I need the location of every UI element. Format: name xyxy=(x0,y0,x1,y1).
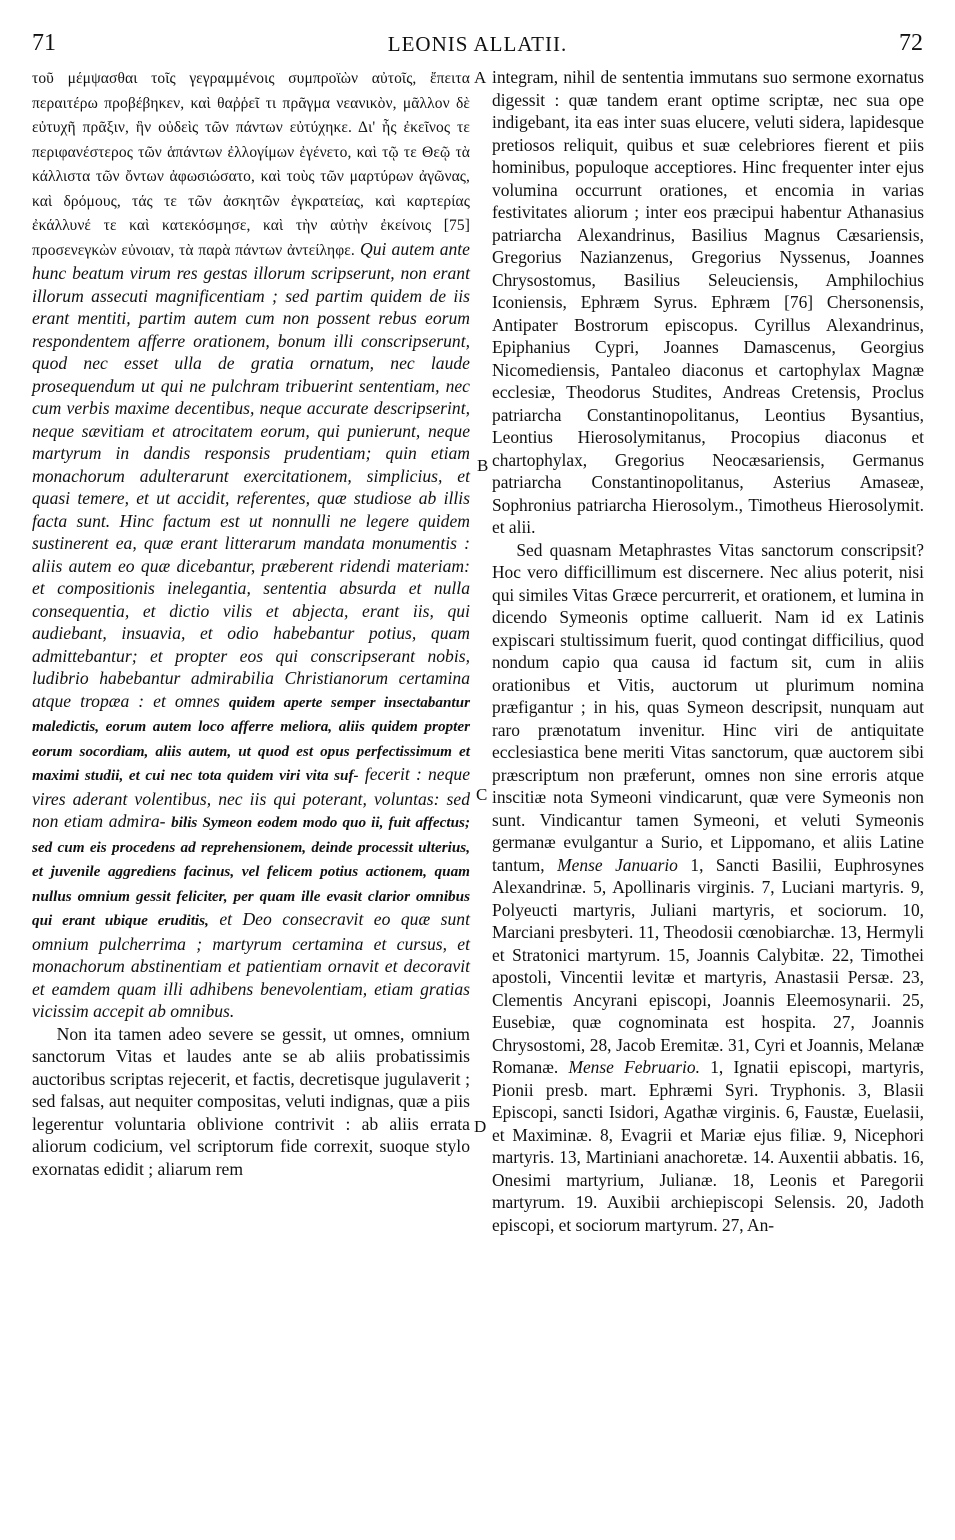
latin-translation-bold: quidem aperte semper insectabantur maledictis, eorum autem loco afferre meliora, aliis quidem propter eorum socordiam, aliis autem, ut quod est opus perfectissimum et maximi studii, et cui nec tota quidem viri vita suf- xyxy=(32,693,471,784)
right-column-paragraph-2-text: Sed quasnam Metaphrastes Vitas sanctorum conscripsit? Hoc vero difficillimum est discernere. Nec alius poterit, nisi qui similes Vitas Græce percurrerit, et orationem, et lumina in dicendo Symeonis optime calluerit. Nam id ex Latinis expiscari stultissimum fuerit, quod contingat difficilius, quod nondum capio qua causa id factum sit, cum in aliis orationibus et Vitis, auctorum ut plurimum nomina præfigantur ; in his, quas Symeon descripsit, nunquam aut raro prænotatum invenitur. Hinc viri de antiquitate ecclesiastica bene meriti Vitas sanctorum, quæ auctorem sibi præscriptum non præferunt, omnes non sine erroris atque inscitiæ nota Symeoni vindicarunt, quæ vere Symeonis non sunt. Vindicantur tamen Symeoni, et veluti Symeonis germanæ evulgantur a Surio, et Lippomano, et aliis Latine tantum, xyxy=(492,539,924,875)
mense-februario-heading: Mense Februario. xyxy=(568,1057,700,1077)
margin-marker-a: A xyxy=(474,68,487,87)
right-column-paragraph-2 xyxy=(492,539,924,1237)
left-column-paragraph: Non ita tamen adeo severe se gessit, ut omnes, omnium sanctorum Vitas et laudes ante se ab aliis probatissimis auctoribus scriptas rejecerit, et factis, decretisque jugulaverit ; sed falsas, aut nequiter compositas, veluti indignas, quæ a piis legerentur voluntaria oblivione contrivit : ab aliis errata aliorum codicium, vel scriptorum fide correxit, suoque stylo exornatas edidit ; aliarum rem xyxy=(32,1023,470,1179)
margin-marker-d: D xyxy=(474,1117,487,1136)
right-column xyxy=(492,66,924,1236)
greek-text: τοῦ μέμψασθαι τοῖς γεγραμμένοις συμπροϊὼν αὐτοῖς, ἔπειτα περαιτέρω προβέβηκεν, καὶ θαῤῥεῖ τι πρᾶγμα νεανικὸν, μᾶλλον δὲ εὐτυχῆ πρᾶξιν, ἣν οὐδεὶς τῶν πάντων εὐτύχηκε. Δι' ἧς ἐκεῖνος τε περιφανέστερος τῶν ἁπάντων ἐλλογίμων ἐγένετο, καὶ τῷ τε Θεῷ τὰ κάλλιστα τῶν ὄντων ἀφωσιώσατο, καὶ τοὺς τῶν μαρτύρων ἀγῶνας, καὶ δρόμους, τάς τε τῶν ἀσκητῶν ἐγκρατείας, καὶ καρτερίας ἐκάλλυνέ τε καὶ κατεκόσμησε, καὶ τὴν αὐτὴν ἐκείνοις [75] προσενεγκὼν εὐνοιαν, τὰ παρὰ πάντων ἀντείληφε. xyxy=(32,70,470,259)
margin-marker-b: B xyxy=(477,456,489,475)
page-number-right: 72 xyxy=(899,30,923,56)
running-title: LEONIS ALLATII. xyxy=(387,32,568,56)
page-number-left: 71 xyxy=(32,30,56,56)
latin-translation-3: et Deo consecravit eo quæ sunt omnium pulcherrima ; martyrum certamina et cursus, et monachorum abstinentiam et patientiam ornavit et decoravit et eamdem quam illi adhibens benevolentiam, etiam gratias vicissim accepit ab omnibus. xyxy=(32,909,470,1021)
february-list: 1, Ignatii episcopi, martyris, Pionii presb. mart. Ephræmi Syri. Tryphonis. 3, Blasii Episcopi, sancti Isidori, Agathæ virginis. 6, Faustæ, Euelasii, et Maximinæ. 8, Evagrii et Mariæ ejus filiæ. 9, Nicephori martyris. 13, Martiniani anachoretæ. 14. Auxentii abbatis. 16, Onesimi martyrium, Julianæ. 18, Leonis et Paregorii martyrum. 19. Auxibii archiepiscopi Selensis. 20, Jadoth episcopi, et sociorum martyrum. 27, An- xyxy=(492,1057,925,1235)
right-column-paragraph-1: integram, nihil de sententia immutans suo sermone exornatus digessit : quæ tandem erant optime scriptæ, nec sua ope indigebant, ita eas inter suas elucere, veluti sidera, lapidesque pretiosos reliquit, quibus et suæ celebriores fierent et piis hominibus, populoque acceptiores. Hinc frequenter inter ejus volumina occurrunt orationes, et encomia in varias festivitates aliorum ; inter eos præcipui habentur Athanasius patriarcha Alexandrinus, Basilius Magnus Cæsariensis, Gregorius Nazianzenus, Gregorius Nyssenus, Joannes Chrysostomus, Basilius Seleuciensis, Amphilochius Iconiensis, Ephræm Syrus. Ephræm [76] Chersonensis, Antipater Bostrorum episcopus. Cyrillus Alexandrinus, Epiphanius Cypri, Joannes Damascenus, Georgius Nicomediensis, Pantaleo diaconus et cartophylax Magnæ ecclesiæ, Theodorus Studites, Andreas Cretensis, Proclus patriarcha Constantinopolitanus, Leontius Bysantius, Leontius Hierosolymitanus, Procopius diaconus et chartophylax, Gregorius Neocæsariensis, Germanus patriarcha Constantinopolitanus, Asterius Amaseæ, Sophronius patriarcha Hierosolym., Timotheus Hierosolymit. et alii. xyxy=(492,67,924,537)
left-column xyxy=(32,66,470,1180)
margin-marker-c: C xyxy=(476,785,488,804)
latin-translation: Qui autem ante hunc beatum virum res gestas illorum scripserunt, non erant illorum assecuti magnificentiam ; sed partim quidem de iis erant mentiti, partim autem cum non possent rebus eorum respondentem afferre orationem, bonum illi conscripserunt, quod nec esset ulla de gratia ornatum, nec laude prosequendum ut qui ne pulchram tribuerint sententiam, nec cum verbis maxime decentibus, neque accurate descripserint, neque sævitiam et atrocitatem eorum, qui punierunt, neque martyrum in dandis responsis prudentiam; quin etiam monachorum adulterarunt exercitationem, simplicius, et quasi temere, et ut accidit, referentes, quæ studiose ab illis facta sunt. Hinc factum est ut nonnulli ne legere quidem sustinerent ea, quæ erant litterarum mandata monumentis : aliis autem eo quæ dicebantur, præberent ridendi materiam: et compositionis inelegantia, sententia absurda et nulla consequentia, et dictio vilis et abjecta, erant iis, qui audiebant, insuavia, et odio habebantur potius, quam admittebantur; et propter eos qui conscripserant nobis, ludibrio habebantur admirabilia Christianorum certamina atque tropæa : et omnes xyxy=(32,238,470,711)
latin-translation-bold-2: bilis Symeon eodem modo quo ii, fuit affectus; sed cum eis procedens ad reprehensionem, deinde processit ulterius, et juvenile aggrediens facinus, vel felicem potius actionem, quam nullus omnium gessit feliciter, per quam ille evasit clarior omnibus qui erant ubique eruditis, xyxy=(32,814,470,929)
left-column-text xyxy=(32,66,470,1023)
latin-translation-2: fecerit : neque vires aderant volentibus, nec iis qui poterant, voluntas: sed non etiam admira- xyxy=(32,764,471,831)
running-header xyxy=(32,26,923,60)
mense-januario-heading: Mense Januario xyxy=(557,854,678,875)
january-list: 1, Sancti Basilii, Euphrosynes Alexandrinæ. 5, Apollinaris virginis. 7, Luciani martyris. 9, Polyeucti martyris, Juliani martyris, et sociorum. 10, Marciani presbyteri. 11, Theodosii cœnobiarchæ. 13, Hermyli et Stratonici martyrum. 15, Joannis Calybitæ. 22, Timothei apostoli, Vincentii levitæ et martyris, Anastasii Persæ. 23, Clementis Ancyrani episcopi, Joannis Eleemosynarii. 25, Eusebiæ, quæ cognominata est hospita. 27, Joannis Chrysostomi, 28, Jacob Eremitæ. 31, Cyri et Joannis, Melanæ Romanæ. xyxy=(492,854,924,1077)
